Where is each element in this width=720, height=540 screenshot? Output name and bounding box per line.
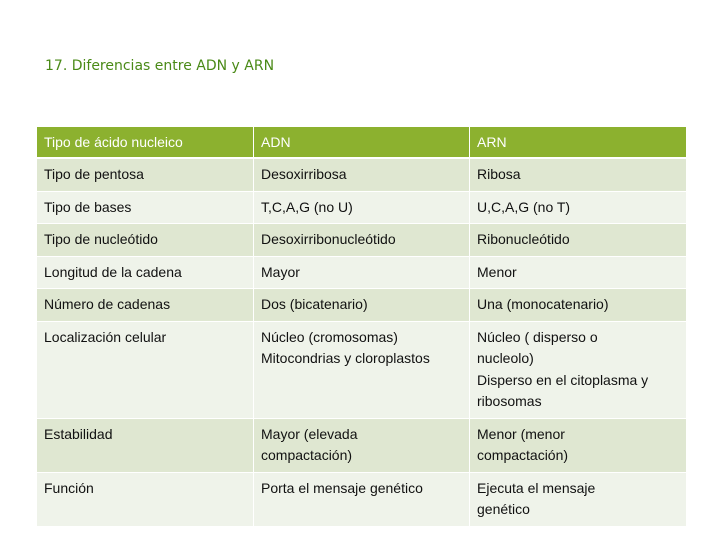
row-label: Tipo de bases (37, 191, 254, 224)
cell-line: Mayor (elevada (261, 425, 358, 442)
table-row (37, 321, 687, 418)
table-row (37, 191, 687, 224)
cell-line: Ribonucleótido (477, 231, 570, 247)
header-nucleic-acid-type: Tipo de ácido nucleico (37, 127, 254, 159)
cell-line: ribosomas (477, 393, 542, 409)
table-row (37, 472, 687, 526)
adn-cell (254, 289, 470, 322)
cell-line: Ribosa (477, 166, 521, 182)
cell-line: Núcleo (cromosomas) (261, 328, 398, 345)
cell-line: Desoxirribonucleótido (261, 231, 396, 247)
row-label: Número de cadenas (37, 289, 254, 322)
arn-cell (470, 191, 687, 224)
cell-line: Una (monocatenario) (477, 296, 609, 312)
header-arn: ARN (470, 127, 687, 159)
header-row (37, 127, 687, 159)
cell-line: U,C,A,G (no T) (477, 198, 571, 215)
cell-line: compactación) (477, 447, 569, 463)
arn-cell (470, 321, 687, 418)
arn-cell (470, 256, 687, 289)
cell-line: Menor (menor (477, 425, 565, 442)
page-title: 17. Diferencias entre ADN y ARN (45, 58, 275, 74)
row-label: Tipo de nucleótido (37, 224, 254, 257)
row-label: Función (37, 472, 254, 526)
row-label: Longitud de la cadena (37, 256, 254, 289)
row-label: Estabilidad (37, 418, 254, 472)
table-row (37, 256, 687, 289)
adn-cell (254, 158, 470, 191)
adn-cell (254, 191, 470, 224)
arn-cell (470, 158, 687, 191)
table-row (37, 224, 687, 257)
cell-line: T,C,A,G (no U) (261, 198, 353, 215)
table-row (37, 418, 687, 472)
cell-line: Ejecuta el mensaje (477, 479, 596, 496)
arn-cell (470, 289, 687, 322)
cell-line: Disperso en el citoplasma y (477, 371, 649, 388)
cell-line: Desoxirribosa (261, 166, 347, 182)
cell-line: Porta el mensaje genético (261, 479, 423, 496)
arn-cell (470, 418, 687, 472)
table-row (37, 158, 687, 191)
header-adn: ADN (254, 127, 470, 159)
adn-cell (254, 321, 470, 418)
cell-line: genético (477, 501, 530, 517)
cell-line: nucleolo) (477, 350, 534, 366)
adn-cell (254, 256, 470, 289)
cell-line: Dos (bicatenario) (261, 296, 368, 312)
arn-cell (470, 224, 687, 257)
cell-line: Mitocondrias y cloroplastos (261, 350, 430, 366)
adn-cell (254, 418, 470, 472)
cell-line: Menor (477, 263, 517, 280)
cell-line: Núcleo ( disperso o (477, 328, 598, 345)
cell-line: Mayor (261, 263, 300, 280)
cell-line: compactación) (261, 447, 353, 463)
comparison-table (36, 126, 687, 527)
adn-cell (254, 224, 470, 257)
arn-cell (470, 472, 687, 526)
row-label: Localización celular (37, 321, 254, 418)
row-label: Tipo de pentosa (37, 158, 254, 191)
adn-cell (254, 472, 470, 526)
table-row (37, 289, 687, 322)
